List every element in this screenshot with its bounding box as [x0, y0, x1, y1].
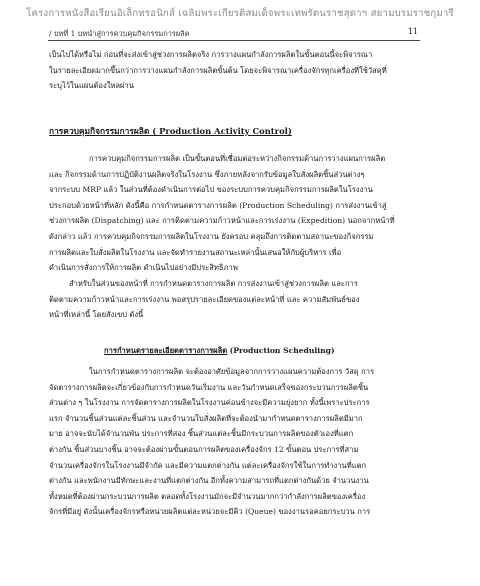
subsection-title-thai: การกำหนดรายละเอียดตารางการผลิต [104, 346, 228, 355]
text-line: ทั้งหมดที่ต้องผ่านกระบวนการผลิต ตลอดทั้งโรงงานมักจะมีจำนวนมากกว่ากำลังการผลิตของเครื่อง [49, 491, 366, 501]
text-line: มาย อาจจะนับได้จำนวนพัน ประการที่สอง ชิ้นส่วนแต่ละชิ้นมีกระบวนการผลิตของตัวเองที่แตก [49, 429, 354, 439]
text-line: ส่วนต่าง ๆ ในโรงงาน การจัดตารางการผลิตในโรงงานค่อนข้างจะมีความยุ่งยาก ทั้งนี้เพราะประการ [49, 398, 370, 408]
text-line: ต่างกัน และพนักงานมีทักษะและงานที่แตกต่างกัน อีกทั้งความสามารถที่แตกต่างกันด้วย จำนวนงาน [49, 476, 369, 486]
text-line: ประกอบด้วยหน้าที่หลัก ดังนี้คือ การกำหนดตารางการผลิต (Production Scheduling) การส่งงานเข้าสู่ [49, 200, 387, 210]
text-line: จากระบบ MRP แล้ว ในส่วนที่ต้องดำเนินการต่อไป ของระบบการควบคุมกิจกรรมการผลิตในโรงงาน [49, 185, 373, 195]
paragraph-2 [49, 276, 421, 323]
text-line: ต่างกัน ชิ้นส่วนบางชิ้น อาจจะต้องผ่านขั้นตอนการผลิตของเครื่องจักร 12 ขั้นตอน ประการที่สาม [49, 444, 359, 454]
running-head: / บทที่ 1 บทนำสู่การควบคุมกิจกรรมการผลิต [49, 29, 190, 38]
paragraph-1 [49, 151, 421, 276]
text-line: การควบคุมกิจกรรมการผลิต เป็นขั้นตอนที่เชื่อมต่อระหว่างกิจกรรมด้านการวางแผนการผลิต [89, 154, 386, 163]
page-number: 11 [407, 27, 418, 36]
text-line: เป็นไปได้หรือไม่ ก่อนที่จะส่งเข้าสู่ช่วงการผลิตจริง การวางแผนกำลังการผลิตในขั้นตอนนี้จะพิจารณา [49, 50, 373, 59]
text-line: ช่วงการผลิต (Dispatching) และ การติดตามความก้าวหน้าและการเร่งงาน (Expedition) นอกจากหน้าที่ [49, 216, 395, 226]
subsection-heading [104, 345, 335, 357]
text-line: และ กิจกรรมด้านการปฏิบัติงานผลิตจริงในโรงงาน ซึ่งภายหลังจากรับข้อมูลใบสั่งผลิตชิ้นส่วนต่างๆ [49, 169, 365, 179]
text-line: ระบุไว้ในแผนต้องใหลผ่าน [49, 81, 134, 91]
text-line: ดำเนินการสั่งการให้การผลิต ดำเนินไปอย่างมีประสิทธิภาพ [49, 263, 238, 273]
text-line: จัดตารางการผลิตจะเกี่ยวข้องกับการกำหนดวันเริ่มงาน และวันกำหนดเสร็จของกระบวนการผลิตชิ้น [49, 382, 369, 392]
text-line: หน้าที่เหล่านี้ โดยสังเขป ดังนี้ [49, 310, 144, 320]
header-rule [48, 40, 420, 41]
text-line: จักรที่มีอยู่ ดังนั้นเครื่องจักรหรือหน่วยผลิตแต่ละหน่วยจะมีคิว (Queue) ของงานรอคอยกระบวน การ [49, 507, 371, 517]
section-heading: การควบคุมกิจกรรมการผลิต ( Production Activity Control) [49, 126, 292, 136]
text-line: จำนวนเครื่องจักรในโรงงานมีจำกัด และมีความแตกต่างกัน แต่ละเครื่องจักรใช้ในการทำงานที่แตก [49, 460, 367, 470]
subsection-title-english: (Production Scheduling) [229, 346, 335, 355]
text-line: การผลิตและใบสั่งผลิตในโรงงาน และจัดทำรายงานสถานะเหล่านั้นเสนอให้กับผู้บริหาร เพื่อ [49, 247, 342, 257]
text-line: ในรายละเอียดมากขึ้นกว่าการวางแผนกำลังการผลิตขั้นต้น โดยจะพิจารณาเครื่องจักรทุกเครื่องที่ใช้วัสดุที่ [49, 65, 387, 75]
text-line: สำหรับในส่วนของหน้าที่ การกำหนดตารางการผลิต การส่งงานเข้าสู่ช่วงการผลิต และการ [69, 279, 358, 288]
intro-paragraph [49, 47, 421, 94]
project-banner: โครงการหนังสือเรียนอิเล็กทรอนิกส์ เฉลิมพระเกียรติสมเด็จพระเทพรัตนราชสุดาฯ สยามบรมราชกุมารี [26, 8, 454, 19]
paragraph-3 [49, 364, 421, 520]
text-line: ในการกำหนดตารางการผลิต จะต้องอาศัยข้อมูลจากการวางแผนความต้องการ วัสดุ การ [89, 367, 375, 376]
text-line: ดังกล่าว แล้ว การควบคุมกิจกรรมการผลิตในโรงงาน ยังครอบ คลุมถึงการติดตามสถานะของกิจกรรม [49, 231, 374, 241]
text-line: ติดตามความก้าวหน้าและการเร่งงาน พอสรุปรายละเอียดของแต่ละหน้าที่ และ ความสัมพันธ์ของ [49, 294, 360, 304]
text-line: แรก จำนวนชิ้นส่วนแต่ละชิ้นส่วน และจำนวนใบสั่งผลิตที่จะต้องนำมากำหนดตารางการผลิตมีมาก [49, 413, 363, 423]
